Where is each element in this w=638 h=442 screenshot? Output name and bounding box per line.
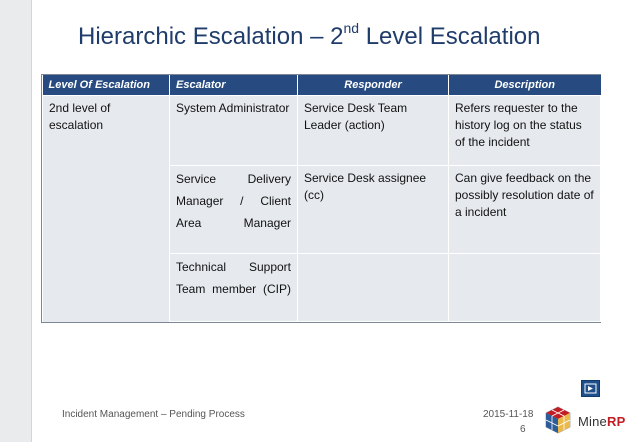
- responder-cell: Service Desk assignee (cc): [298, 166, 449, 254]
- description-cell: Can give feedback on the possibly resolution date of a incident: [449, 166, 601, 254]
- escalation-table: [41, 74, 601, 323]
- next-slide-button[interactable]: [581, 380, 600, 397]
- title-main: Hierarchic Escalation – 2: [78, 23, 344, 50]
- left-sidebar-strip: [0, 0, 32, 442]
- logo-text-accent: RP: [606, 414, 626, 429]
- level-cell: 2nd level of escalation: [43, 96, 170, 322]
- minerp-logo-icon: [543, 405, 573, 435]
- header-level: Level Of Escalation: [43, 75, 170, 96]
- description-cell: Refers requester to the history log on the status of the incident: [449, 96, 601, 166]
- responder-cell: [298, 254, 449, 322]
- table-header-row: [43, 75, 601, 96]
- escalator-cell: System Administrator: [170, 96, 298, 166]
- title-end: Level Escalation: [359, 23, 541, 50]
- header-escalator: Escalator: [170, 75, 298, 96]
- description-cell: [449, 254, 601, 322]
- logo-text-main: Mine: [578, 414, 607, 429]
- escalator-cell: Service Delivery Manager / Client Area Manager: [170, 166, 298, 254]
- footer-caption: Incident Management – Pending Process: [62, 409, 245, 420]
- page-number: 6: [520, 424, 526, 435]
- header-description: Description: [449, 75, 601, 96]
- table-row: [43, 96, 601, 166]
- footer-date: 2015-11-18: [483, 409, 534, 420]
- page-title: [78, 14, 618, 53]
- responder-cell: Service Desk Team Leader (action): [298, 96, 449, 166]
- next-slide-icon: [582, 381, 599, 396]
- header-responder: Responder: [298, 75, 449, 96]
- title-superscript: nd: [343, 20, 360, 36]
- escalator-cell: Technical Support Team member (CIP): [170, 254, 298, 322]
- brand-logo: [578, 414, 625, 429]
